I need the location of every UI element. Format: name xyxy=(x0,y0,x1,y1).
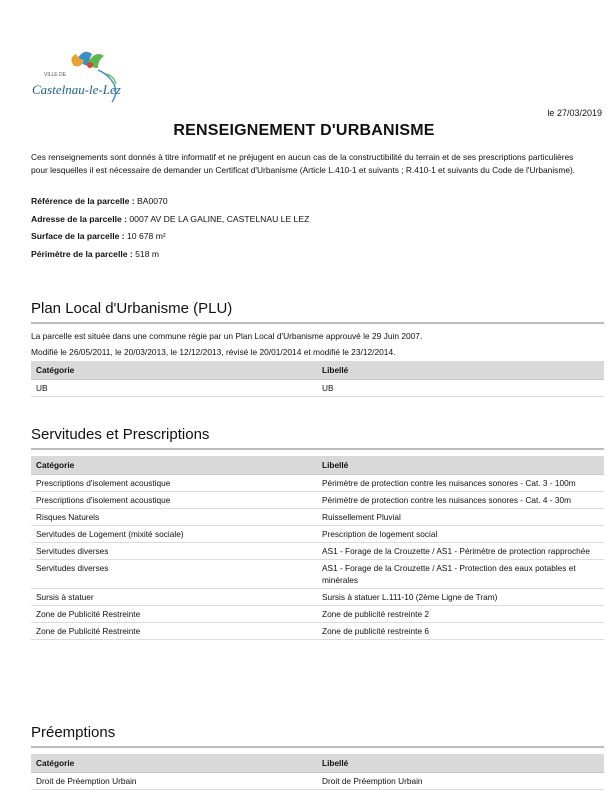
column-header-label: Libellé xyxy=(317,754,604,773)
table-cell: Zone de Publicité Restreinte xyxy=(31,606,317,623)
column-header-category: Catégorie xyxy=(31,361,317,380)
parcel-area: Surface de la parcelle : 10 678 m² xyxy=(31,231,166,241)
column-header-label: Libellé xyxy=(317,456,604,475)
logo-sub: VILLE DE xyxy=(44,72,66,78)
table-cell: Ruissellement Pluvial xyxy=(317,509,604,526)
table-cell: Risques Naturels xyxy=(31,509,317,526)
table-row xyxy=(31,509,604,526)
parcel-reference: Référence de la parcelle : BA0070 xyxy=(31,196,168,206)
intro-text: Ces renseignements sont donnés à titre informatif et ne préjugent en aucun cas de la constructibilité du terrain et de ses prescriptions particulières pour lesquelles il est nécessaire de demander un Certificat d'Urbanisme (Article L.410-1 et suivants ; R.410-1 et suivants du Code de l'Urbanisme). xyxy=(31,152,576,175)
plu-table xyxy=(31,361,604,397)
table-row xyxy=(31,773,604,790)
table-cell: Zone de publicité restreinte 6 xyxy=(317,623,604,640)
table-cell: UB xyxy=(31,380,317,397)
column-header-category: Catégorie xyxy=(31,456,317,475)
parcel-address: Adresse de la parcelle : 0007 AV DE LA GALINE, CASTELNAU LE LEZ xyxy=(31,213,310,224)
table-cell: AS1 - Forage de la Crouzette / AS1 - Périmètre de protection rapprochée xyxy=(317,543,604,560)
page-title: RENSEIGNEMENT D'URBANISME xyxy=(173,122,435,139)
table-row xyxy=(31,623,604,640)
parcel-perimeter: Périmètre de la parcelle : 518 m xyxy=(31,248,160,259)
table-header xyxy=(31,456,604,475)
plu-line-2: Modifié le 26/05/2011, le 20/03/2013, le 12/12/2013, révisé le 20/01/2014 et modifié le 23/12/2014. xyxy=(31,347,396,357)
table-cell: Zone de Publicité Restreinte xyxy=(31,623,317,640)
column-header-category: Catégorie xyxy=(31,754,317,773)
logo-text: Castelnau-le-Lez xyxy=(32,82,121,97)
print-date: le 27/03/2019 xyxy=(547,108,602,118)
preemptions-table xyxy=(31,754,604,790)
table-row xyxy=(31,475,604,492)
table-cell: Zone de publicité restreinte 2 xyxy=(317,606,604,623)
plu-line-1: La parcelle est située dans une commune régie par un Plan Local d'Urbanisme approuvé le 29 Juin 2007. xyxy=(31,331,423,341)
table-cell: Sursis à statuer xyxy=(31,589,317,606)
servitudes-divider xyxy=(31,448,604,450)
servitudes-table xyxy=(31,456,604,640)
table-cell: AS1 - Forage de la Crouzette / AS1 - Protection des eaux potables et minérales xyxy=(317,560,604,589)
table-cell: Droit de Préemption Urbain xyxy=(31,773,317,790)
servitudes-heading: Servitudes et Prescriptions xyxy=(31,426,210,443)
table-cell: Servitudes de Logement (mixité sociale) xyxy=(31,526,317,543)
castelnau-logo xyxy=(30,40,140,110)
table-row xyxy=(31,606,604,623)
table-row xyxy=(31,526,604,543)
plu-heading: Plan Local d'Urbanisme (PLU) xyxy=(31,300,233,317)
table-cell: Périmètre de protection contre les nuisances sonores - Cat. 3 - 100m xyxy=(317,475,604,492)
table-cell: Sursis à statuer L.111-10 (2ème Ligne de Tram) xyxy=(317,589,604,606)
table-row xyxy=(31,380,604,397)
table-row xyxy=(31,589,604,606)
table-cell: Prescriptions d'isolement acoustique xyxy=(31,475,317,492)
table-header xyxy=(31,361,604,380)
table-header xyxy=(31,754,604,773)
table-cell: Servitudes diverses xyxy=(31,543,317,560)
table-cell: Prescription de logement social xyxy=(317,526,604,543)
table-row xyxy=(31,492,604,509)
table-cell: Servitudes diverses xyxy=(31,560,317,589)
table-cell: UB xyxy=(317,380,604,397)
preemptions-divider xyxy=(31,746,604,748)
preemptions-heading: Préemptions xyxy=(31,724,116,741)
column-header-label: Libellé xyxy=(317,361,604,380)
table-row xyxy=(31,560,604,589)
plu-divider xyxy=(31,322,604,324)
table-cell: Droit de Préemption Urbain xyxy=(317,773,604,790)
parcel-info xyxy=(31,196,309,266)
table-cell: Prescriptions d'isolement acoustique xyxy=(31,492,317,509)
table-row xyxy=(31,543,604,560)
table-cell: Périmètre de protection contre les nuisances sonores - Cat. 4 - 30m xyxy=(317,492,604,509)
